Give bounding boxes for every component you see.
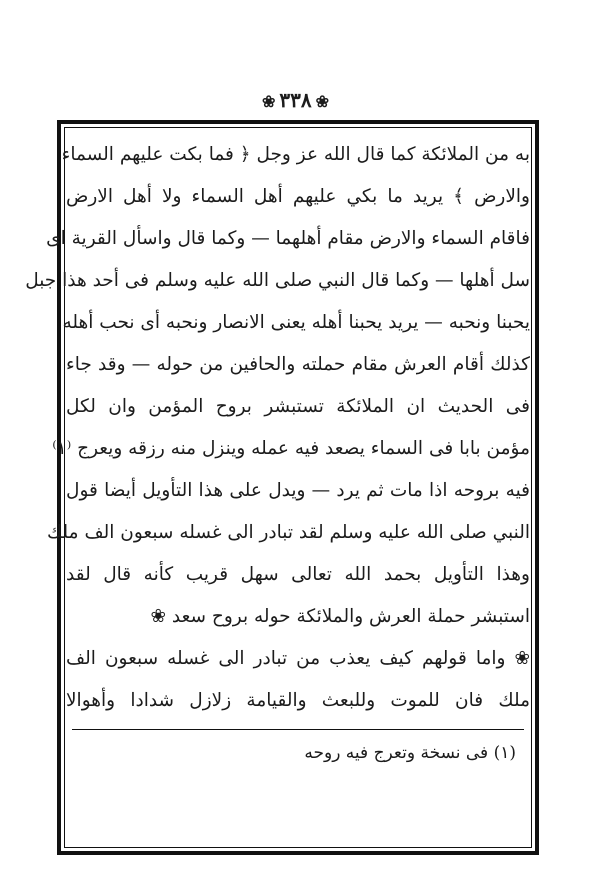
text-line: فى الحديث ان الملائكة تستبشر بروح المؤمن وان لكل [66, 396, 530, 417]
text-line: ❀ واما قولهم كيف يعذب من تبادر الى غسله سبعون الف [66, 648, 530, 669]
footnote-marker: (١) [493, 743, 516, 763]
ornament-icon: ❀ [315, 92, 330, 111]
footnote [66, 738, 516, 768]
ornament-icon: ❀ [261, 92, 276, 111]
page-number [0, 88, 591, 112]
footnote-text: فى نسخة وتعرج فيه روحه [304, 743, 489, 763]
text-line: يحبنا ونحبه — يريد يحبنا أهله يعنى الانصار ونحبه أى نحب أهله [62, 312, 530, 333]
text-line: والارض ﴾ يريد ما بكي عليهم أهل السماء ولا أهل الارض [66, 186, 530, 207]
text-line: سل أهلها — وكما قال النبي صلى الله عليه وسلم فى أحد هذا جبل [25, 270, 530, 291]
text-line: به من الملائكة كما قال الله عز وجل ﴿ فما بكت عليهم السماء [61, 144, 530, 165]
text-line: النبي صلى الله عليه وسلم لقد تبادر الى غسله سبعون الف ملك [46, 522, 530, 543]
text-line: وهذا التأويل بحمد الله تعالى سهل قريب كأنه قال لقد [66, 564, 530, 585]
text-line: فيه بروحه اذا مات ثم يرد — ويدل على هذا التأويل أيضا قول [66, 480, 530, 501]
text-line: استبشر حملة العرش والملائكة حوله بروح سعد ❀ [150, 606, 530, 627]
page-number-text: ٣٣٨ [279, 88, 312, 112]
footnote-divider [72, 729, 524, 730]
text-line: مؤمن بابا فى السماء يصعد فيه عمله وينزل منه رزقه ويعرج ⁽١⁾ [52, 438, 530, 459]
main-text-block [25, 134, 530, 722]
text-line: كذلك أقام العرش مقام حملته والحافين من حوله — وقد جاء [66, 354, 530, 375]
text-line: ملك فان للموت وللبعث والقيامة زلازل شدادا وأهوالا [66, 690, 530, 711]
text-line: فاقام السماء والارض مقام أهلهما — وكما قال واسأل القرية اى [46, 228, 530, 249]
